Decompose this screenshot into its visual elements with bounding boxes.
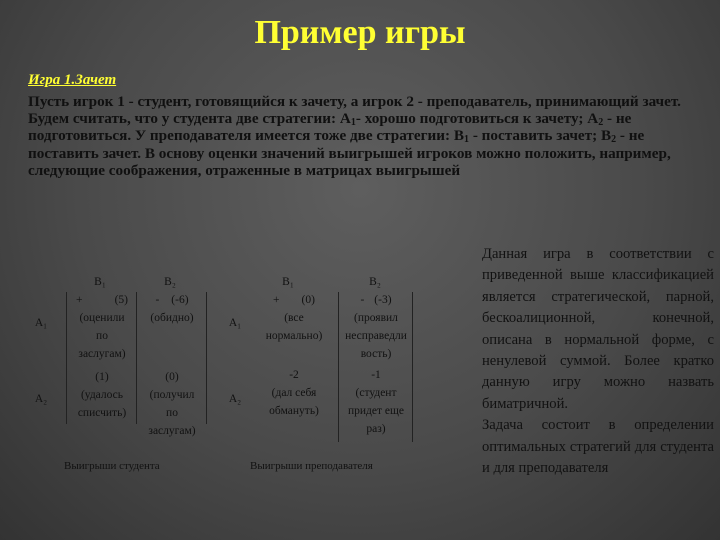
teacher-cell-12-line2: несправедли (345, 330, 407, 342)
intro-part-4: - поставить зачет; В (469, 127, 612, 145)
slide-title: Пример игры (254, 14, 466, 51)
teacher-row-a2: А₂ (228, 393, 242, 405)
student-cell-12-header (138, 291, 206, 309)
game-label: Игра 1.Зачет (28, 72, 117, 88)
teacher-cell-21 (252, 366, 336, 420)
intro-sub-2: 2 (598, 117, 604, 129)
teacher-cell-22-line3: раз) (366, 423, 386, 435)
student-cell-22-line2: по (166, 407, 178, 419)
teacher-cell-21-line2: обмануть) (269, 405, 319, 417)
teacher-cell-12-value: (-3) (374, 294, 392, 306)
intro-sub-4: 2 (611, 134, 617, 146)
intro-sub-1: 1 (350, 117, 356, 129)
student-cell-11-sign: + (76, 294, 83, 306)
intro-part-1: Пусть игрок 1 - студент, готовящийся к зачету, а игрок 2 - преподаватель, принимающий зачет. Будем считать, что у студента две стратегии: А (28, 93, 681, 128)
teacher-row-a1: А₁ (228, 317, 242, 329)
teacher-cell-11-header (252, 291, 336, 309)
student-cell-11-value: (5) (114, 294, 128, 306)
student-cell-11-line2: по (96, 330, 108, 342)
teacher-cell-12-header (340, 291, 412, 309)
student-row-a2: А₂ (34, 393, 48, 405)
student-row-a1: А₁ (34, 317, 48, 329)
intro-part-2: - хорошо подготовиться к зачету; А (355, 110, 599, 128)
student-cell-11-line1: (оценили (79, 312, 125, 324)
intro-part-5: - не поставить зачет. В основу оценки значений выигрышей игроков можно положить, например, следующие соображения, отраженные в матрицах выигрышей (28, 127, 671, 179)
student-cell-22-line3: заслугам) (148, 425, 196, 437)
teacher-col-b1: В₁ (282, 276, 294, 288)
student-right-border (206, 292, 207, 424)
student-cell-21-line2: списчить) (77, 407, 127, 419)
student-cell-21-value: (1) (95, 371, 109, 383)
teacher-cell-12-line1: (проявил (354, 312, 398, 324)
student-cell-12 (138, 291, 206, 327)
student-cell-12-value: (-6) (171, 294, 189, 306)
student-cell-22-value: (0) (165, 371, 179, 383)
intro-paragraph (28, 93, 712, 179)
student-cell-21-line1: (удалось (80, 389, 124, 401)
conclusion-paragraph-1: Данная игра в соответствии с приведенной выше классификацией является стратегической, парной, бескоалиционной, конечной, описана в нормальной форме, с ненулевой суммой. Более кратко данную игру можно назвать биматричной. (482, 246, 714, 412)
teacher-cell-11-line2: нормально) (265, 330, 323, 342)
student-left-border (66, 292, 67, 424)
teacher-cell-11-sign: + (273, 294, 280, 306)
teacher-cell-21-value: -2 (289, 369, 299, 381)
student-cell-11-header (68, 291, 136, 309)
teacher-cell-11-line1: (все (284, 312, 304, 324)
student-cell-12-sign: - (155, 294, 160, 306)
teacher-cell-11-value: (0) (301, 294, 315, 306)
teacher-col-b2: В₂ (369, 276, 381, 288)
conclusion-text (432, 244, 714, 479)
student-col-b2: В₂ (164, 276, 176, 288)
teacher-cell-22-value: -1 (371, 369, 381, 381)
teacher-cell-11 (252, 291, 336, 345)
conclusion-paragraph-2: Задача состоит в определении оптимальных стратегий для студента и для преподавателя (482, 417, 714, 477)
teacher-cell-22 (340, 366, 412, 438)
student-col-b1: В₁ (94, 276, 106, 288)
student-cell-22 (138, 368, 206, 440)
student-cell-21 (68, 368, 136, 422)
student-matrix-caption: Выигрыши студента (64, 460, 160, 472)
teacher-cell-12 (340, 291, 412, 363)
teacher-cell-22-line2: придет еще (348, 405, 404, 417)
student-cell-11-line3: заслугам) (78, 348, 126, 360)
teacher-mid-border (338, 292, 339, 442)
intro-sub-3: 1 (464, 134, 470, 146)
intro-part-3: - не подготовиться. У преподавателя имеется тоже две стратегии: В (28, 110, 632, 145)
teacher-cell-12-line3: вость) (360, 348, 392, 360)
teacher-cell-22-line1: (студент (355, 387, 397, 399)
student-cell-22-line1: (получил (149, 389, 195, 401)
student-cell-11 (68, 291, 136, 363)
teacher-cell-21-line1: (дал себя (271, 387, 317, 399)
student-cell-12-line1: (обидно) (150, 312, 194, 324)
teacher-right-border (412, 292, 413, 442)
teacher-cell-12-sign: - (360, 294, 365, 306)
student-mid-border (136, 292, 137, 424)
teacher-matrix-caption: Выигрыши преподавателя (250, 460, 373, 472)
